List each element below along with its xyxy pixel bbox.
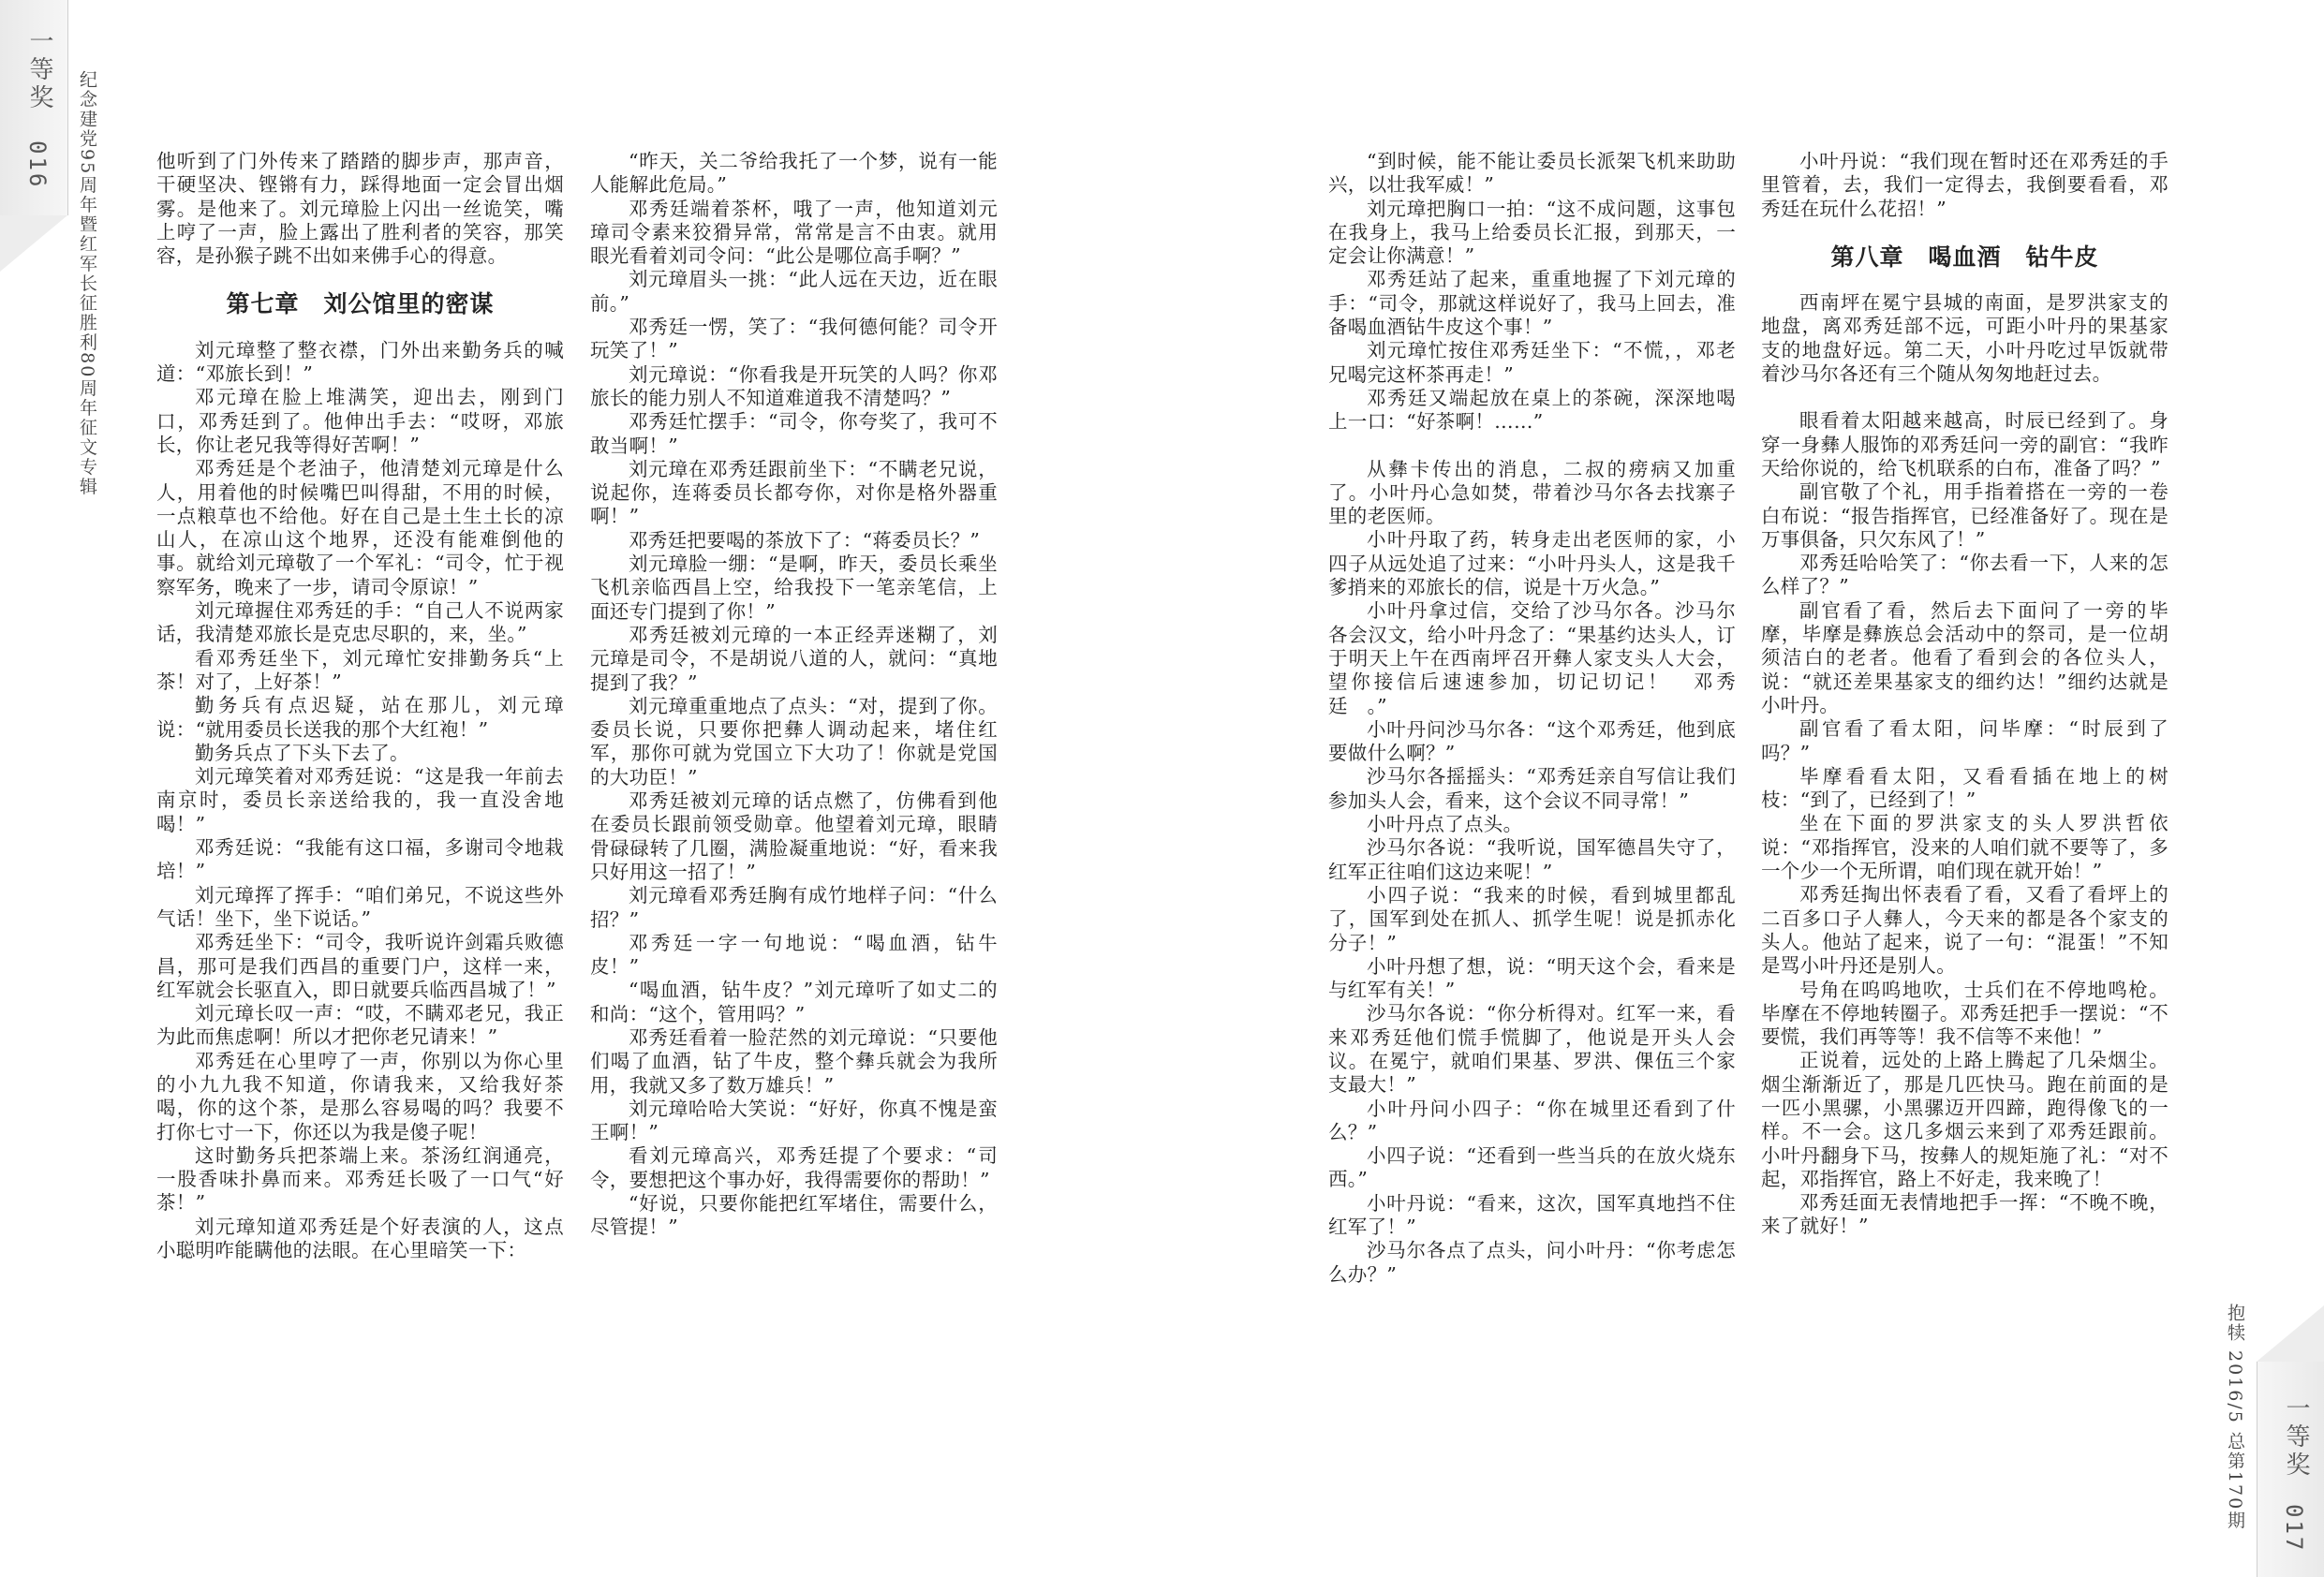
paragraph: 刘元璋挥了挥手：“咱们弟兄，不说这些外气话！坐下，坐下说话。” [156,883,564,930]
paragraph: 小四子说：“我来的时候，看到城里都乱了，国军到处在抓人、抓学生呢！说是抓赤化分子！” [1328,883,1736,954]
left-page-number: 016 [24,140,51,190]
paragraph: 邓秀廷把要喝的茶放下了：“蒋委员长？” [629,528,981,552]
paragraph: 小叶丹问小四子：“你在城里还看到了什么？” [1328,1097,1736,1143]
left-tab-label: 一等奖 [25,28,53,112]
paragraph: 邓秀廷哈哈笑了：“你去看一下，人来的怎么样了？” [1761,552,2169,598]
paragraph: 他听到了门外传来了踏踏的脚步声，那声音，干硬坚决、铿锵有力，踩得地面一定会冒出烟雾。是他来了。刘元璋脸上闪出一丝诡笑，嘴上哼了一声，脸上露出了胜利者的笑容，那笑容，是孙猴子跳不出如来佛手心的得意。 [156,150,564,268]
paragraph: 刘元璋说：“你看我是开玩笑的人吗？你邓旅长的能力别人不知道难道我不清楚吗？” [590,362,998,409]
paragraph: 邓秀廷端着茶杯，哦了一声，他知道刘元璋司令素来狡猾异常，常常是言不由衷。就用眼光看着刘司令问：“此公是哪位高手啊？” [590,197,998,268]
paragraph: 邓秀廷站了起来，重重地握了下刘元璋的手：“司令，那就这样说好了，我马上回去，准备喝血酒钻牛皮这个事！” [1328,268,1736,339]
paragraph: 刘元璋哈哈大笑说：“好好，你真不愧是蛮王啊！” [590,1097,998,1144]
paragraph: 刘元璋整了整衣襟，门外出来勤务兵的喊道：“邓旅长到！” [156,338,564,386]
paragraph: 邓秀廷是个老油子，他清楚刘元璋是什么人，用着他的时候嘴巴叫得甜，不用的时候，一点粮草也不给他。好在自己是土生土长的凉山人，在凉山这个地界，还没有能难倒他的事。就给刘元璋敬了一个军礼：“司令，忙于视察军务，晚来了一步，请司令原谅！” [156,457,564,598]
text-column-4 [1761,150,2169,1239]
paragraph: 刘元璋长叹一声：“哎，不瞒邓老兄，我正为此而焦虑啊！所以才把你老兄请来！” [156,1002,564,1049]
paragraph: 眼看着太阳越来越高，时辰已经到了。身穿一身彝人服饰的邓秀廷问一旁的副官：“我昨天给你说的，给飞机联系的白布，准备了吗？” [1761,409,2169,479]
paragraph: 邓秀廷看着一脸茫然的刘元璋说：“只要他们喝了血酒，钻了牛皮，整个彝兵就会为我所用，我就又多了数万雄兵！” [590,1025,998,1097]
left-side-tab [0,0,67,272]
paragraph: “昨天，关二爷给我托了一个梦，说有一能人能解此危局。” [590,150,998,197]
paragraph: 邓秀廷坐下：“司令，我听说许剑霜兵败德昌，那可是我们西昌的重要门户，这样一来，红军就会长驱直入，即日就要兵临西昌城了！” [156,931,564,1001]
paragraph: 刘元璋脸一绷：“是啊，昨天，委员长乘坐飞机亲临西昌上空，给我投下一笔亲笔信，上面还专门提到了你！” [590,553,998,623]
paragraph: 刘元璋把胸口一拍：“这不成问题，这事包在我身上，我马上给委员长汇报，到那天，一定会让你满意！” [1328,197,1736,268]
text-column-1 [156,150,564,1262]
paragraph: 沙马尔各摇摇头：“邓秀廷亲自写信让我们参加头人会，看来，这个会议不同寻常！” [1328,765,1736,812]
paragraph: 邓元璋在脸上堆满笑，迎出去，刚到门口，邓秀廷到了。他伸出手去：“哎呀，邓旅长，你让老兄我等得好苦啊！” [156,386,564,456]
paragraph: 小叶丹拿过信，交给了沙马尔各。沙马尔各会汉文，给小叶丹念了：“果基约达头人，订于明天上午在西南坪召开彝人家支头人大会，望你接信后速速参加，切记切记！ 邓秀廷 。” [1328,599,1736,717]
paragraph: 看刘元璋高兴，邓秀廷提了个要求：“司令，要想把这个事办好，我得需要你的帮助！” [590,1144,998,1191]
paragraph: 毕摩看看太阳，又看看插在地上的树枝：“到了，已经到了！” [1761,764,2169,812]
paragraph: 邓秀廷一愣，笑了：“我何德何能？司令开玩笑了！” [590,316,998,362]
right-tab-label: 一等奖 [2282,1395,2310,1480]
paragraph: 邓秀廷忙摆手：“司令，你夸奖了，我可不敢当啊！” [590,410,998,457]
paragraph: 小叶丹问沙马尔各：“这个邓秀廷，他到底要做什么啊？” [1328,717,1736,765]
paragraph: 看邓秀廷坐下，刘元璋忙安排勤务兵“上茶！对了，上好茶！” [156,646,564,693]
paragraph: 小叶丹点了点头。 [1367,813,1523,836]
paragraph: 勤务兵有点迟疑，站在那儿，刘元璋说：“就用委员长送我的那个大红袍！” [156,694,564,741]
paragraph: 邓秀廷掏出怀表看了看，又看了看坪上的二百多口子人彝人，今天来的都是各个家支的头人。他站了起来，说了一句：“混蛋！”不知是骂小叶丹还是别人。 [1761,883,2169,978]
paragraph: 沙马尔各点了点头，问小叶丹：“你考虑怎么办？” [1328,1239,1736,1286]
left-tab-corner [0,215,67,272]
paragraph: 刘元璋笑着对邓秀廷说：“这是我一年前去南京时，委员长亲送给我的，我一直没舍地喝！” [156,765,564,835]
chapter-heading: 第八章 喝血酒 钻牛皮 [1830,243,2099,271]
paragraph: 小叶丹取了药，转身走出老医师的家，小四子从远处追了过来：“小叶丹头人，这是我千爹捎来的邓旅长的信，说是十万火急。” [1328,528,1736,599]
paragraph: 勤务兵点了下头下去了。 [195,741,409,764]
paragraph: 刘元璋眉头一挑：“此人远在天边，近在眼前。” [590,268,998,315]
paragraph: 刘元璋忙按住邓秀廷坐下：“不慌，，邓老兄喝完这杯茶再走！” [1328,339,1736,386]
paragraph: 坐在下面的罗洪家支的头人罗洪哲依说：“邓指挥官，没来的人咱们就不要等了，多一个少一个无所谓，咱们现在就开始！” [1761,812,2169,883]
paragraph: 刘元璋在邓秀廷跟前坐下：“不瞒老兄说，说起你，连蒋委员长都夸你，对你是格外器重啊！” [590,457,998,528]
issue-info: 抱犊 2016/5 总第170期 [2225,1304,2245,1531]
paragraph: 邓秀廷又端起放在桌上的茶碗，深深地喝上一口：“好茶啊！……” [1328,386,1736,434]
paragraph: 沙马尔各说：“我听说，国军德昌失守了，红军正往咱们这边来呢！” [1328,836,1736,883]
section-break [1761,386,2169,409]
paragraph: 正说着，远处的上路上腾起了几朵烟尘。烟尘渐渐近了，那是几匹快马。跑在前面的是一匹小黑骡，小黑骡迈开四蹄，跑得像飞的一样。不一会。这几多烟云来到了邓秀廷跟前。小叶丹翻身下马，按彝人的规矩施了礼：“对不起，邓指挥官，路上不好走，我来晚了！ [1761,1049,2169,1190]
paragraph: 副官敬了个礼，用手指着搭在一旁的一卷白布说：“报告指挥官，已经准备好了。现在是万事俱备，只欠东风了！” [1761,480,2169,551]
text-column-3 [1328,150,1736,1287]
paragraph: “喝血酒，钻牛皮？”刘元璋听了如丈二的和尚：“这个，管用吗？” [590,979,998,1025]
paragraph: 西南坪在冕宁县城的南面，是罗洪家支的地盘，离邓秀廷部不远，可距小叶丹的果基家支的地盘好远。第二天，小叶丹吃过早饭就带着沙马尔各还有三个随从匆匆地赶过去。 [1761,291,2169,386]
paragraph: 小叶丹想了想，说：“明天这个会，看来是与红军有关！” [1328,954,1736,1002]
paragraph: 邓秀廷一字一句地说：“喝血酒，钻牛皮！” [590,931,998,979]
paragraph: 刘元璋知道邓秀廷是个好表演的人，这点小聪明咋能瞒他的法眼。在心里暗笑一下： [156,1215,564,1262]
paragraph: “到时候，能不能让委员长派架飞机来助助兴，以壮我军威！” [1328,150,1736,197]
paragraph: 副官看了看太阳，问毕摩：“时辰到了吗？” [1761,717,2169,764]
paragraph: 号角在呜呜地吹，士兵们在不停地鸣枪。毕摩在不停地转圈子。邓秀廷把手一摆说：“不要慌，我们再等等！我不信等不来他！” [1761,978,2169,1049]
paragraph: 沙马尔各说：“你分析得对。红军一来，看来邓秀廷他们慌手慌脚了，他说是开头人会议。在冕宁，就咱们果基、罗洪、倮伍三个家支最大！” [1328,1002,1736,1097]
paragraph: 小叶丹说：“我们现在暂时还在邓秀廷的手里管着，去，我们一定得去，我倒要看看，邓秀廷在玩什么花招！” [1761,150,2169,220]
paragraph: “好说，只要你能把红军堵住，需要什么，尽管提！” [590,1192,998,1239]
paragraph: 副官看了看，然后去下面问了一旁的毕摩，毕摩是彝族总会活动中的祭司，是一位胡须洁白的老者。他看了看到会的各位头人，说：“就还差果基家支的细约达！”细约达就是小叶丹。 [1761,598,2169,716]
paragraph: 小四子说：“还看到一些当兵的在放火烧东西。” [1328,1144,1736,1191]
paragraph: 邓秀廷在心里哼了一声，你别以为你心里的小九九我不知道，你请我来，又给我好茶喝，你的这个茶，是那么容易喝的吗？我要不打你七寸一下，你还以为我是傻子呢！ [156,1049,564,1143]
right-page-number: 017 [2281,1504,2307,1554]
right-tab-corner [2257,1305,2324,1362]
paragraph: 邓秀廷面无表情地把手一挥：“不晚不晚，来了就好！” [1761,1191,2169,1238]
paragraph: 小叶丹说：“看来，这次，国军真地挡不住红军了！” [1328,1191,1736,1239]
paragraph: 邓秀廷说：“我能有这口福，多谢司令地栽培！” [156,836,564,883]
paragraph: 刘元璋看邓秀廷胸有成竹地样子问：“什么招？” [590,884,998,931]
paragraph: 这时勤务兵把茶端上来。茶汤红润通亮，一股香味扑鼻而来。邓秀廷长吸了一口气“好茶！” [156,1143,564,1215]
paragraph: 邓秀廷被刘元璋的一本正经弄迷糊了，刘元璋是司令，不是胡说八道的人，就问：“真地提到了我？” [590,623,998,694]
section-break [1328,435,1736,458]
journal-column-title: 纪念建党95周年暨红军长征胜利80周年征文专辑 [77,70,97,497]
paragraph: 刘元璋握住邓秀廷的手：“自己人不说两家话，我清楚邓旅长是克忠尽职的，来，坐。” [156,599,564,646]
paragraph: 刘元璋重重地点了点头：“对，提到了你。委员长说，只要你把彝人调动起来，堵住红军，那你可就为党国立下大功了！你就是党国的大功臣！” [590,694,998,788]
paragraph: 邓秀廷被刘元璋的话点燃了，仿佛看到他在委员长跟前领受勋章。他望着刘元璋，眼睛骨碌碌转了几圈，满脸凝重地说：“好，看来我只好用这一招了！” [590,789,998,883]
paragraph: 从彝卡传出的消息，二叔的痨病又加重了。小叶丹心急如焚，带着沙马尔各去找寨子里的老医师。 [1328,457,1736,528]
text-column-2 [590,150,998,1240]
right-side-tab [2257,1305,2324,1577]
chapter-heading: 第七章 刘公馆里的密谋 [226,290,495,318]
